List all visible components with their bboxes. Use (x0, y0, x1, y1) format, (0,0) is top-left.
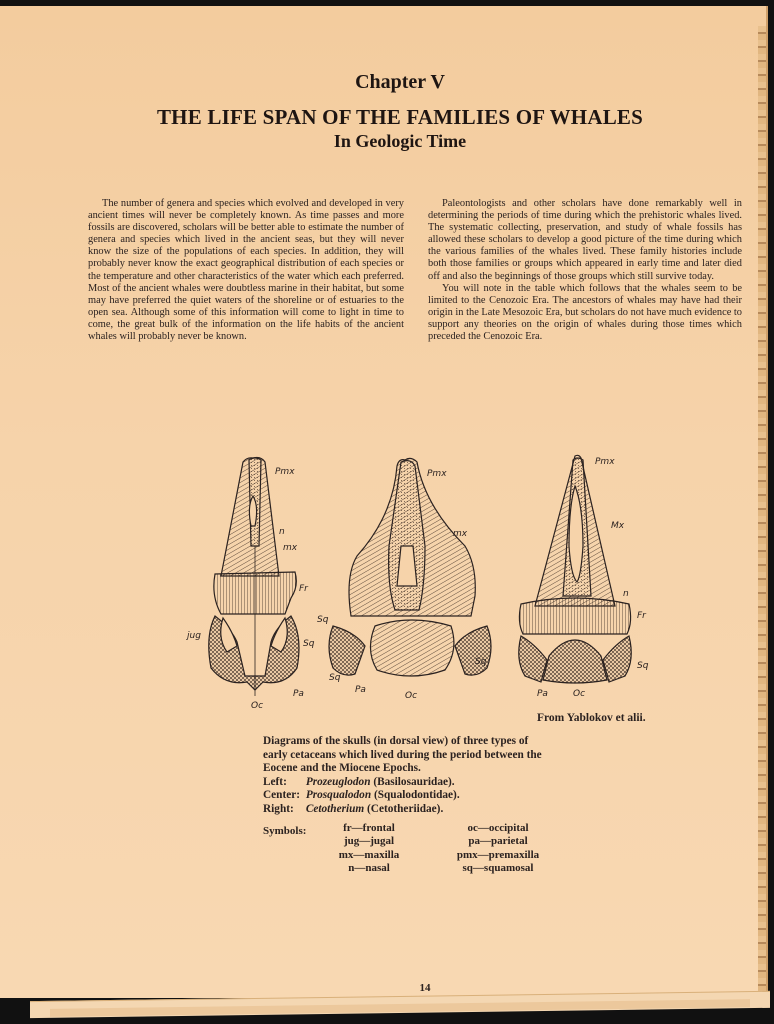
label-pmx: Pmx (595, 457, 615, 467)
chapter-heading: Chapter V (355, 71, 445, 93)
book-page (0, 6, 768, 998)
label-jug: jug (187, 631, 201, 641)
caption-position: Left: (263, 775, 287, 788)
symbol-entry: n—nasal (348, 862, 390, 875)
caption-genus: Prozeuglodon (305, 775, 371, 788)
label-pa: Pa (293, 689, 304, 699)
symbol-entry: sq—squamosal (462, 862, 534, 875)
caption-line: Eocene and the Miocene Epochs. (263, 762, 421, 775)
center-skull-prosqualodon (329, 458, 491, 676)
label-sq: Sq (317, 615, 329, 625)
label-fr: Fr (637, 611, 646, 621)
figure-caption (263, 735, 593, 817)
figure-credit: From Yablokov et alii. (537, 712, 646, 724)
label-sq: Sq (329, 673, 341, 683)
symbol-entry: fr—frontal (343, 822, 395, 834)
symbol-entry: mx—maxilla (338, 848, 400, 861)
caption-item-left (263, 776, 593, 790)
page-edge (758, 26, 766, 1006)
left-skull-prozeuglodon (209, 458, 299, 697)
symbol-entry: oc—occipital (467, 822, 529, 834)
label-pmx: Pmx (275, 467, 295, 477)
caption-family: (Cetotheriidae). (367, 802, 444, 815)
chapter-subtitle: In Geologic Time (333, 131, 467, 151)
label-sq: Sq (475, 657, 487, 667)
caption-family: (Squalodontidae). (373, 789, 460, 802)
label-mx: Mx (611, 521, 625, 531)
label-mx: mx (453, 529, 468, 539)
caption-item-center (263, 789, 593, 803)
chapter-title: THE LIFE SPAN OF THE FAMILIES OF WHALES (156, 105, 644, 129)
caption-genus: Prosqualodon (305, 789, 372, 802)
label-pa: Pa (355, 685, 366, 695)
label-n: n (623, 589, 629, 599)
skull-diagrams-figure (175, 446, 675, 716)
paragraph: Paleontologists and other scholars have done remarkably well in determining the periods of time during which the prehistoric whales lived. The systematic collecting, preservation, and study of whale fossils has allowed these scholars to develop a good picture of the time during which the various families of the whales lived. These family histories include both those families or groups which appeared in early time and later died off and also the beginnings of those groups which still survive today. (428, 198, 742, 282)
symbol-entry: jug—jugal (343, 835, 395, 848)
paragraph: You will note in the table which follows that the whales seem to be limited to the Cenozoic Era. The ancestors of whales may have had their origin in the Late Mesozoic Era, but scholars do not have much evidence to support any theories on the origin of whales during those times which preceded the Cenozoic Era. (428, 282, 742, 343)
label-pa: Pa (537, 689, 548, 699)
left-column (88, 198, 404, 343)
symbols-label: Symbols: (263, 825, 307, 837)
caption-family: (Basilosauridae). (373, 775, 455, 788)
label-fr: Fr (299, 584, 308, 594)
caption-line: early cetaceans which lived during the period between the (263, 748, 542, 761)
caption-item-right (263, 803, 593, 817)
label-oc: Oc (573, 689, 586, 699)
label-n: n (279, 527, 285, 537)
symbol-entry: pmx—premaxilla (456, 848, 540, 861)
page-number: 14 (419, 982, 431, 994)
caption-line: Diagrams of the skulls (in dorsal view) of three types of (263, 735, 529, 747)
caption-position: Right: (263, 802, 294, 815)
symbols-column-2 (443, 822, 553, 876)
caption-genus: Cetotherium (305, 802, 365, 815)
symbol-entry: pa—parietal (468, 835, 528, 848)
right-skull-cetotherium (519, 455, 632, 683)
caption-position: Center: (263, 789, 301, 802)
label-oc: Oc (405, 691, 418, 701)
label-sq: Sq (637, 661, 649, 671)
label-mx: mx (283, 543, 298, 553)
label-sq: Sq (303, 639, 315, 649)
symbols-column-1 (329, 822, 409, 876)
label-oc: Oc (251, 701, 264, 711)
right-column (428, 198, 742, 343)
paragraph: The number of genera and species which evolved and developed in very ancient times will never be completely known. As time passes and more fossils are discovered, scholars will be better able to estimate the number of genera and species which lived in the ancient seas, but they will never know the size of the populations of each species. In addition, they will probably never know the exact geographical distribution of each species or the temperature and other characteristics of the water which each preferred. Most of the ancient whales were doubtless marine in their habitat, but some may have preferred the quiet waters of the shoreline or of estuaries to the open sea. Although some of this information will come to light in time to come, the great bulk of the information on the life habits of the ancient whales will probably never be known. (88, 198, 404, 343)
skull-diagrams (175, 446, 675, 716)
label-pmx: Pmx (427, 469, 447, 479)
